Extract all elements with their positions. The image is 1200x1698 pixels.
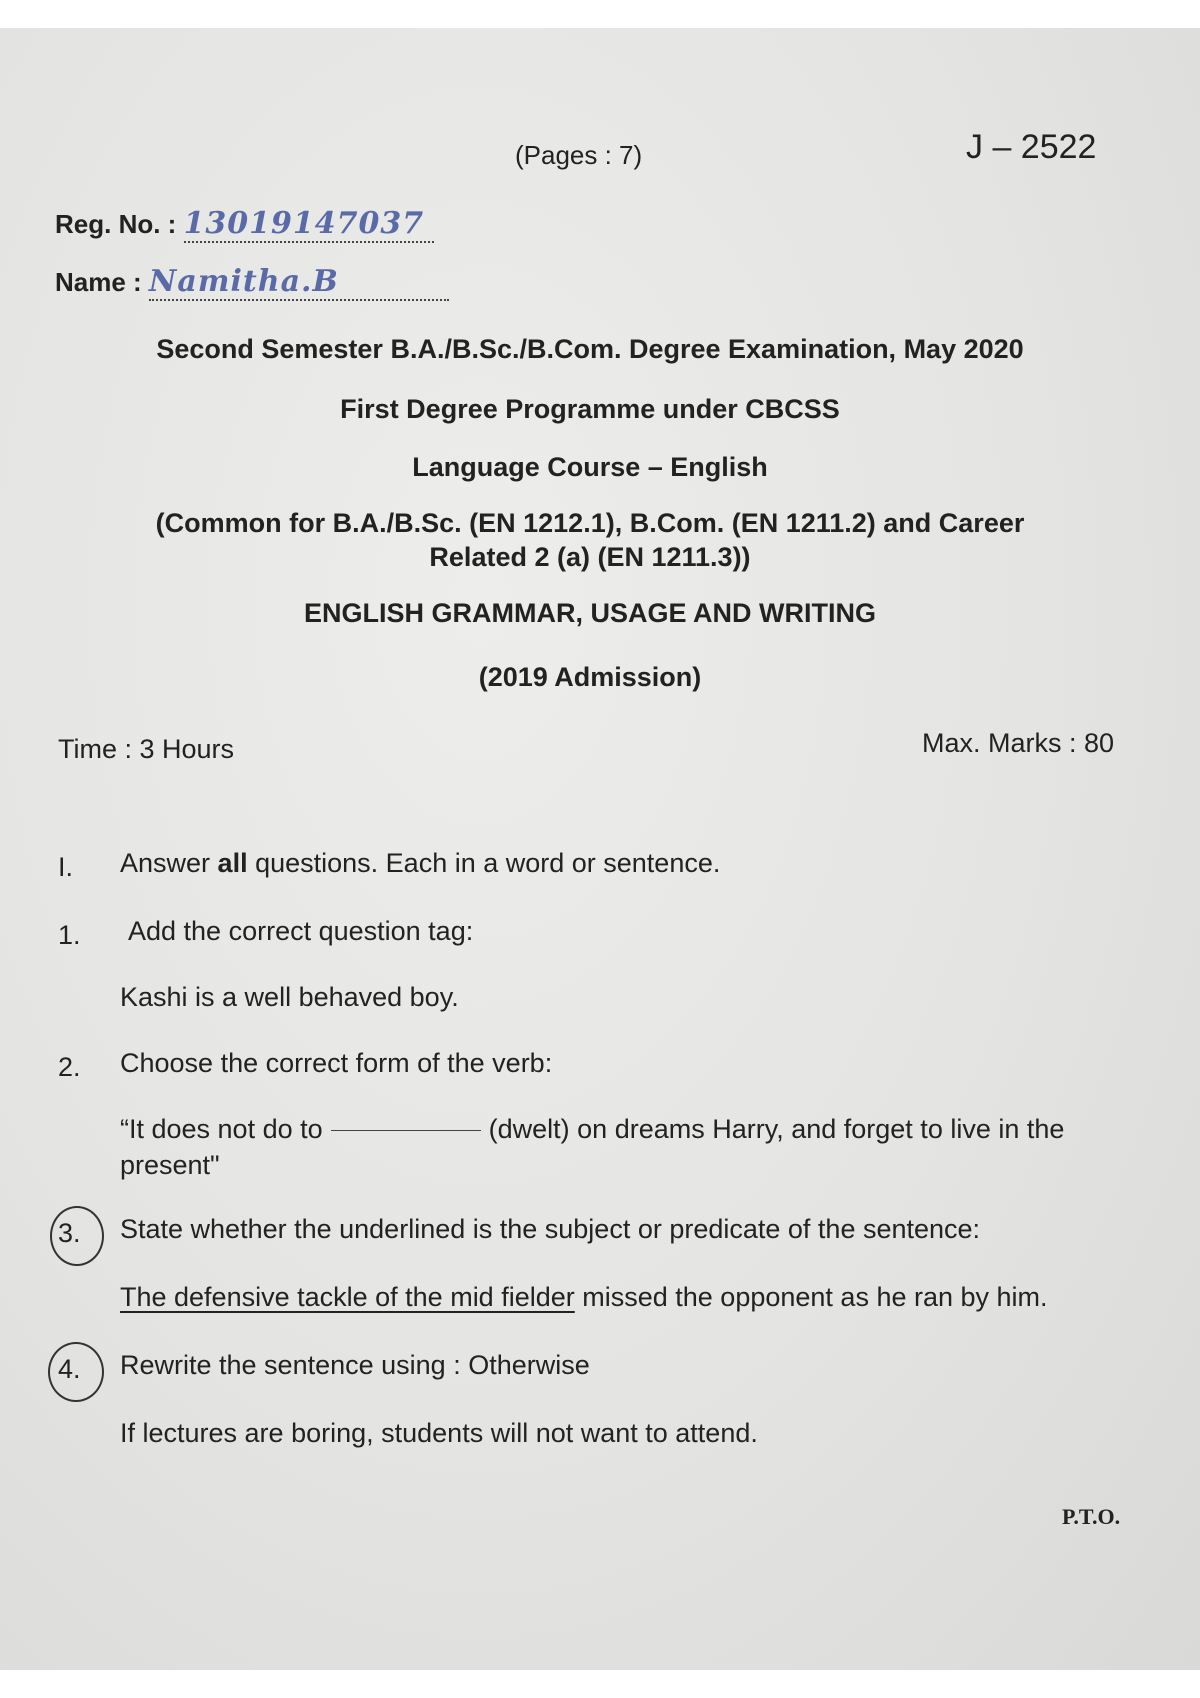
q2-example <box>120 1114 1064 1145</box>
q1-number: 1. <box>58 920 81 950</box>
q1-example: Kashi is a well behaved boy. <box>120 982 459 1012</box>
max-marks: Max. Marks : 80 <box>922 728 1115 758</box>
q4-number: 4. <box>58 1354 81 1384</box>
name-label: Name : <box>55 267 149 297</box>
reg-no-value: 13019147037 <box>183 206 425 241</box>
reg-no-label: Reg. No. : <box>55 209 184 239</box>
q3-example <box>120 1282 1048 1313</box>
pages-count: (Pages : 7) <box>515 140 643 170</box>
subject-title: ENGLISH GRAMMAR, USAGE AND WRITING <box>304 598 876 628</box>
reg-no <box>55 206 434 243</box>
q2-example-b: (dwelt) on dreams Harry, and forget to live in the <box>488 1114 1065 1144</box>
q1-text: Add the correct question tag: <box>128 916 474 946</box>
exam-paper <box>0 28 1200 1670</box>
name-value: Namitha.B <box>148 264 339 299</box>
answer-blank <box>331 1130 481 1131</box>
section-post: questions. Each in a word or sentence. <box>247 848 721 878</box>
common-for-line1: (Common for B.A./B.Sc. (EN 1212.1), B.Com. (EN 1211.2) and Career <box>155 508 1025 538</box>
admission-year: (2019 Admission) <box>478 662 702 692</box>
section-instruction <box>120 848 720 879</box>
paper-code: J – 2522 <box>966 128 1097 166</box>
time-allowed: Time : 3 Hours <box>58 734 235 764</box>
reg-no-field <box>184 206 434 243</box>
course: Language Course – English <box>412 452 768 482</box>
q3-number: 3. <box>58 1218 81 1248</box>
q2-number: 2. <box>58 1052 81 1082</box>
section-number: I. <box>58 852 74 882</box>
q3-rest: missed the opponent as he ran by him. <box>574 1282 1048 1312</box>
pto: P.T.O. <box>1062 1504 1121 1529</box>
common-for-line2: Related 2 (a) (EN 1211.3)) <box>429 542 751 572</box>
q3-underlined: The defensive tackle of the mid fielder <box>120 1282 575 1312</box>
q4-text: Rewrite the sentence using : Otherwise <box>120 1350 590 1380</box>
q4-example: If lectures are boring, students will not want to attend. <box>120 1418 758 1448</box>
exam-title: Second Semester B.A./B.Sc./B.Com. Degree Examination, May 2020 <box>156 334 1024 364</box>
student-name <box>55 264 449 301</box>
section-bold: all <box>217 848 248 878</box>
q2-example-c: present" <box>120 1150 220 1180</box>
section-pre: Answer <box>120 848 218 878</box>
q2-example-a: “It does not do to <box>120 1114 323 1144</box>
q3-text: State whether the underlined is the subject or predicate of the sentence: <box>120 1214 981 1244</box>
q2-text: Choose the correct form of the verb: <box>120 1048 553 1078</box>
name-field <box>149 264 449 301</box>
programme: First Degree Programme under CBCSS <box>340 394 840 424</box>
